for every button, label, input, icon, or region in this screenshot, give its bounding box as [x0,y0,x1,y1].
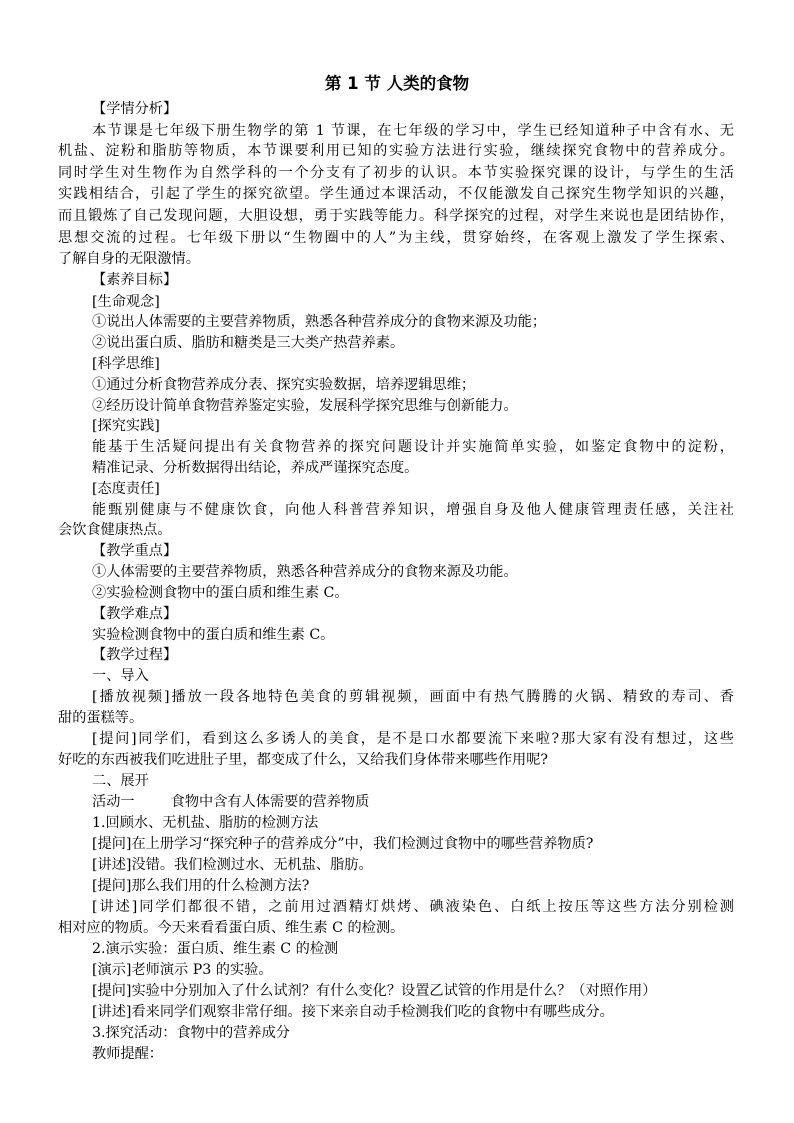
paragraph-line: [提问]在上册学习“探究种子的营养成分”中，我们检测过食物中的哪些营养物质? [92,836,594,852]
list-item: ①人体需要的主要营养物质，熟悉各种营养成分的食物来源及功能。 [92,564,518,580]
subheading-development: 二、展开 [92,773,149,789]
subheading-introduction: 一、导入 [92,668,149,684]
numbered-item: 2.演示实验：蛋白质、维生素 C 的检测 [92,941,339,957]
paragraph-line: [讲述]看来同学们观察非常仔细。接下来亲自动手检测我们吃的食物中有哪些成分。 [92,1004,614,1020]
paragraph-line: 精准记录、分析数据得出结论，养成严谨探究态度。 [92,460,419,476]
section-heading-key-points: 【教学重点】 [92,543,178,559]
list-item: ①通过分析食物营养成分表、探究实验数据，培养逻辑思维； [92,377,476,393]
subheading-scientific-thinking: [科学思维] [92,356,160,372]
paragraph-line: [提问]那么我们用的什么检测方法? [92,878,310,894]
paragraph-line: 了解自身的无限激情。 [58,251,200,267]
section-heading-difficulties: 【教学难点】 [92,606,178,622]
numbered-item: 3.探究活动：食物中的营养成分 [92,1025,290,1041]
paragraph-line: 机盐、淀粉和脂肪等物质，本节课要利用已知的实验方法进行实验，继续探究食物中的营养成分。 [58,143,734,159]
paragraph-line: [讲述]没错。我们检测过水、无机盐、脂肪。 [92,857,373,873]
paragraph-line: 相对应的物质。今天来看看蛋白质、维生素 C 的检测。 [58,920,405,936]
paragraph-line: [讲述]同学们都很不错，之前用过酒精灯烘烤、碘液染色、白纸上按压等这些方法分别检测 [92,899,734,915]
paragraph-line: [提问]同学们，看到这么多诱人的美食，是不是口水都要流下来啦?那大家有没有想过，这些 [92,731,734,747]
paragraph-line: 好吃的东西被我们吃进肚子里，都变成了什么，又给我们身体带来哪些作用呢? [58,752,548,768]
paragraph-line: 教师提醒： [92,1046,163,1062]
activity-heading: 活动一 食物中含有人体需要的营养物质 [92,794,370,810]
section-heading-teaching-process: 【教学过程】 [92,647,178,663]
paragraph-line: 同时学生对生物作为自然学科的一个分支有了初步的认识。本节实验探究课的设计，与学生的生活 [58,165,734,181]
paragraph-line: [播放视频]播放一段各地特色美食的剪辑视频，画面中有热气腾腾的火锅、精致的寿司、香 [92,689,734,705]
section-heading-learning-analysis: 【学情分析】 [92,101,178,117]
numbered-item: 1.回顾水、无机盐、脂肪的检测方法 [92,815,319,831]
page-title: 第 1 节 人类的食物 [324,74,470,93]
paragraph-line: 本节课是七年级下册生物学的第 1 节课，在七年级的学习中，学生已经知道种子中含有水、无 [92,123,734,139]
list-item: ①说出人体需要的主要营养物质，熟悉各种营养成分的食物来源及功能； [92,314,547,330]
section-heading-literacy-goals: 【素养目标】 [92,272,178,288]
paragraph-line: 实践相结合，引起了学生的探究欲望。学生通过本课活动，不仅能激发自己探究生物学知识的兴趣， [58,186,734,202]
list-item: ②实验检测食物中的蛋白质和维生素 C。 [92,585,349,601]
paragraph-line: [提问]实验中分别加入了什么试剂？有什么变化？设置乙试管的作用是什么？（对照作用） [92,983,657,999]
paragraph-line: 能基于生活疑问提出有关食物营养的探究问题设计并实施简单实验，如鉴定食物中的淀粉， [92,439,734,455]
subheading-attitude-responsibility: [态度责任] [92,481,160,497]
subheading-inquiry-practice: [探究实践] [92,418,160,434]
paragraph-line: 而且锻炼了自己发现问题，大胆设想，勇于实践等能力。科学探究的过程，对学生来说也是团结协作， [58,208,734,224]
paragraph-line: [演示]老师演示 P3 的实验。 [92,962,273,978]
list-item: ②经历设计简单食物营养鉴定实验，发展科学探究思维与创新能力。 [92,398,518,414]
paragraph-line: 能甄别健康与不健康饮食，向他人科普营养知识，增强自身及他人健康管理责任感，关注社 [92,502,734,518]
subheading-life-concept: [生命观念] [92,294,160,310]
paragraph-line: 实验检测食物中的蛋白质和维生素 C。 [92,627,335,643]
paragraph-line: 甜的蛋糕等。 [58,710,144,726]
paragraph-line: 思想交流的过程。七年级下册以“生物圈中的人”为主线，贯穿始终，在客观上激发了学生探索、 [58,230,734,246]
paragraph-line: 会饮食健康热点。 [58,522,172,538]
list-item: ②说出蛋白质、脂肪和糖类是三大类产热营养素。 [92,335,405,351]
